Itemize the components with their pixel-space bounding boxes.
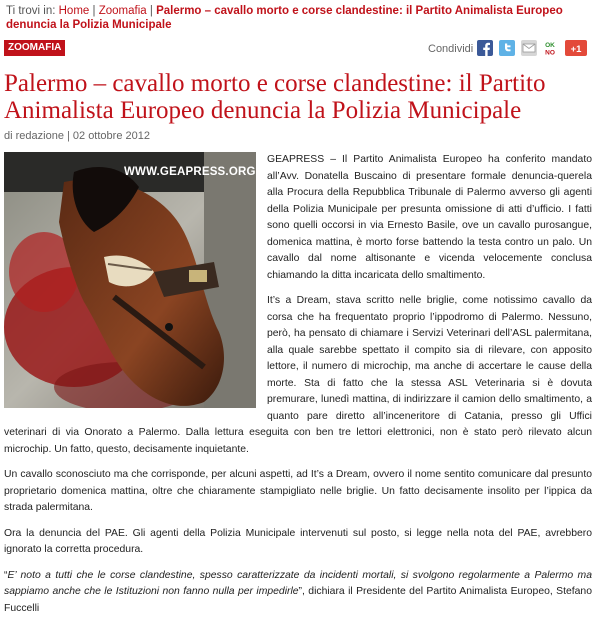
- breadcrumb-separator: |: [92, 5, 96, 17]
- breadcrumb-section-link[interactable]: Zoomafia: [98, 5, 147, 17]
- horse-photo-image: [4, 152, 256, 408]
- article-toolbar: [0, 37, 600, 59]
- category-badge[interactable]: ZOOMAFIA: [4, 40, 65, 56]
- google-plus-label: +1: [570, 44, 582, 55]
- article-body: [4, 152, 592, 626]
- ok-notizie-icon[interactable]: [541, 40, 559, 56]
- ok-notizie-top-label: OK: [545, 42, 555, 49]
- article-photo: [4, 152, 256, 408]
- breadcrumb-current: Palermo – cavallo morto e corse clandestine: il Partito Animalista Europeo denuncia la Polizia Municipale: [6, 5, 563, 31]
- article-meta: di redazione | 02 ottobre 2012: [4, 130, 150, 142]
- breadcrumb: [6, 4, 586, 32]
- photo-watermark: WWW.GEAPRESS.ORG: [124, 166, 256, 178]
- article-paragraph: It’s a Dream, stava scritto nelle briglie, come notissimo cavallo da corsa che ha frequentato proprio l’ippodromo di Palermo. Nessuno, però, ha pensato di chiamare i Servizi Veterinari dell’ASL palermitana, alla quale sarebbe spettato il compito sia di rilevare, con apposito lettore, il numero di microchip, ma anche di accertare le cause della morte. Sta di fatto che la stessa ASL Veterinaria si è dovuta premurare, lunedì mattina, di indirizzare il camion dello smaltimento, a quanto pare diretto all’inceneritore di Catania, presso gli Uffici veterinari di via Onorato a Palermo. Dalla lettura eseguita con ben tre lettori elettronici, non è stato però rilevato alcun microchip. Un fatto, questo, decisamente inquietante.: [4, 295, 592, 455]
- article-title: Palermo – cavallo morto e corse clandestine: il Partito Animalista Europeo denuncia la Polizia Municipale: [4, 70, 546, 124]
- quote-open-mark: “: [4, 569, 8, 581]
- facebook-icon[interactable]: [477, 40, 493, 56]
- article-paragraph: Un cavallo sconosciuto ma che corrisponde, per alcuni aspetti, ad It’s a Dream, ovvero il nome sentito comunicare dal presunto proprietario domenica mattina, oltre che chiaramente stampigliato nelle briglie. Un fatto decisamente insolito per l’ippica da strada palermitana.: [4, 469, 592, 513]
- ok-notizie-bottom-label: NO: [545, 49, 555, 56]
- breadcrumb-separator: |: [149, 5, 153, 17]
- article-quote-paragraph: [4, 568, 592, 618]
- google-plus-icon[interactable]: [565, 40, 587, 56]
- breadcrumb-home-link[interactable]: Home: [58, 5, 90, 17]
- article-quote: E’ noto a tutti che le corse clandestine, spesso caratterizzate da incidenti mortali, si svolgono regolarmente a Palermo ma sappiamo anche che le Istituzioni non fanno nulla per impedirle: [4, 569, 592, 597]
- quote-close-mark: ”: [298, 586, 303, 597]
- twitter-icon[interactable]: [499, 40, 515, 56]
- quote-attribution: , dichiara il Presidente del Partito Animalista Europeo, Stefano Fuccelli: [4, 586, 592, 614]
- article-paragraph: Ora la denuncia del PAE. Gli agenti della Polizia Municipale intervenuti sul posto, si legge nella nota del PAE, avrebbero ignorato la corretta procedura.: [4, 527, 592, 555]
- breadcrumb-prefix: Ti trovi in:: [6, 5, 56, 17]
- article-paragraph: GEAPRESS – Il Partito Animalista Europeo ha conferito mandato all’Avv. Donatella Buscaino di presentare formale denuncia-querela alla Procura della Repubblica Tribunale di Palermo avverso gli agenti della Polizia Municipale per presunta omissione di atti d’ufficio. I fatti sono quelli occorsi in via Ernesto Basile, ove un cavallo purosangue, domenica mattina, è morto forse battendo la testa contro un palo. Un cavallo dal nome altisonante e vicenda velocemente conclusa chiamando la ditta incaricata dello smaltimento.: [267, 154, 592, 281]
- email-icon[interactable]: [521, 40, 537, 56]
- share-label: Condividi: [428, 43, 474, 55]
